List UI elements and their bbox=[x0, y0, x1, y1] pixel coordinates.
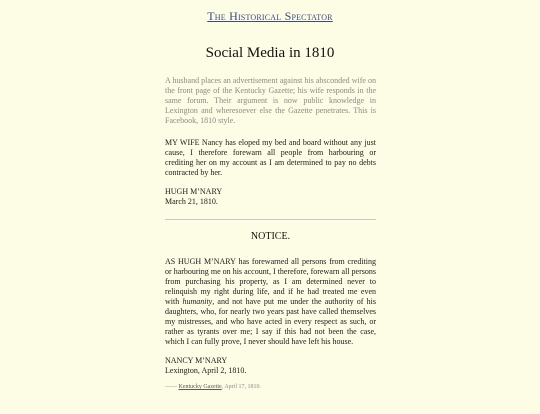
reply-text-end: , and not have put me under the authority of his daughters, who, for nearly two years past have called themselves my mistresses, and who have acted in every respect as such, or rather as tyrants over me; I say if this had not been the case, which I can fully prove, I never should have left his house. bbox=[165, 297, 376, 346]
source-credit bbox=[165, 384, 376, 390]
article-body bbox=[165, 76, 376, 390]
credit-dash: —— bbox=[165, 384, 177, 390]
notice-title: NOTICE. bbox=[250, 231, 291, 242]
reply-text-start: AS HUGH M’NARY has forewarned all persons from crediting or harbouring me on his account, I therefore, forewarn all persons from purchasing his property, as I am determined never to relinquish my right during life, and if he had treated me even with bbox=[165, 257, 376, 306]
reply-date: Lexington, April 2, 1810. bbox=[165, 366, 247, 375]
intro-paragraph: A husband places an advertisement against his absconded wife on the front page of the Kentucky Gazette; his wife responds in the same forum. Their argument is now public knowledge in Lexington and wheresoever else the Gazette penetrates. This is Facebook, 1810 style. bbox=[165, 76, 376, 125]
ad-author: HUGH M’NARY bbox=[165, 187, 223, 196]
reply-author: NANCY M’NARY bbox=[165, 356, 228, 365]
husband-signature bbox=[165, 187, 376, 207]
wife-reply bbox=[165, 257, 376, 347]
husband-advertisement: MY WIFE Nancy has eloped my bed and board without any just cause, I therefore forewarn all people from harbouring or crediting her on my account as I am determined to pay no debts contracted by her. bbox=[165, 138, 376, 177]
source-link[interactable]: Kentucky Gazette bbox=[178, 384, 222, 390]
divider bbox=[165, 219, 376, 220]
credit-date: , April 17, 1810. bbox=[221, 384, 261, 390]
reply-emphasis: humanity bbox=[182, 297, 213, 306]
site-title-link[interactable]: The Historical Spectator bbox=[207, 9, 333, 23]
wife-signature bbox=[165, 356, 376, 376]
ad-date: March 21, 1810. bbox=[165, 197, 218, 206]
page-title: Social Media in 1810 bbox=[205, 45, 335, 61]
site-header bbox=[0, 9, 540, 24]
